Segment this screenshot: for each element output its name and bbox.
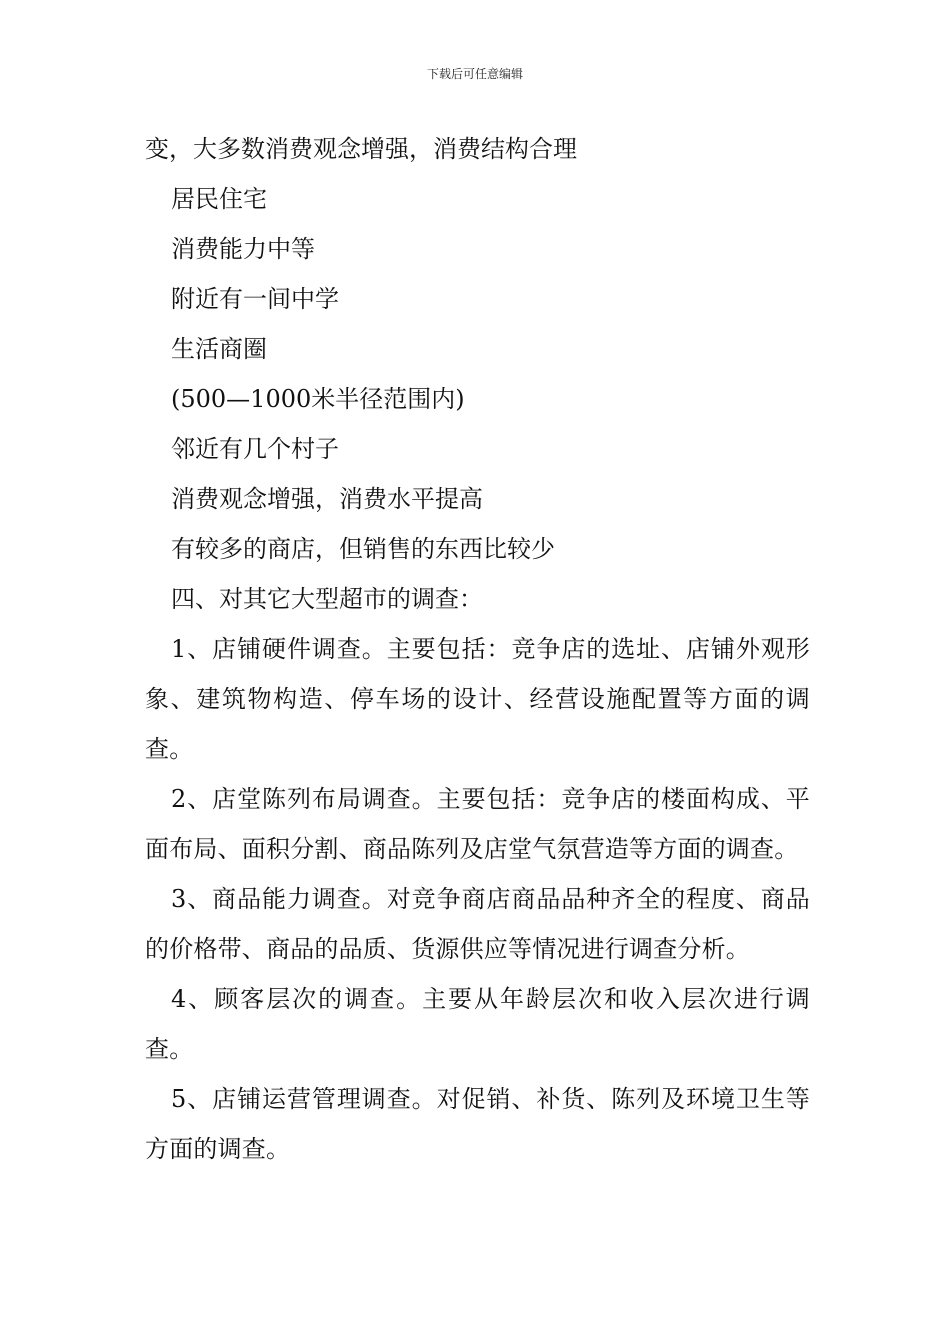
text-line: (500—1000米半径范围内)	[171, 385, 465, 413]
paragraph-customer-level: 4、顾客层次的调查。主要从年龄层次和收入层次进行调查。	[145, 985, 810, 1063]
page-header: 下载后可任意编辑	[426, 67, 523, 81]
text-line: 变，大多数消费观念增强，消费结构合理	[145, 135, 577, 163]
paragraph-store-operations: 5、店铺运营管理调查。对促销、补货、陈列及环境卫生等方面的调查。	[145, 1085, 810, 1163]
section-heading: 四、对其它大型超市的调查：	[171, 585, 483, 613]
document-body	[145, 124, 810, 1174]
paragraph-store-layout: 2、店堂陈列布局调查。主要包括：竞争店的楼面构成、平面布局、面积分割、商品陈列及店堂气氛营造等方面的调查。	[145, 785, 810, 863]
text-line: 邻近有几个村子	[171, 435, 339, 463]
text-line: 有较多的商店，但销售的东西比较少	[171, 535, 555, 563]
text-line: 消费能力中等	[171, 235, 315, 263]
text-line: 生活商圈	[171, 335, 267, 363]
paragraph-store-hardware: 1、店铺硬件调查。主要包括：竞争店的选址、店铺外观形象、建筑物构造、停车场的设计、经营设施配置等方面的调查。	[145, 635, 810, 763]
text-line: 消费观念增强，消费水平提高	[171, 485, 483, 513]
text-line: 附近有一间中学	[171, 285, 339, 313]
text-line: 居民住宅	[171, 185, 267, 213]
paragraph-product-capability: 3、商品能力调查。对竞争商店商品品种齐全的程度、商品的价格带、商品的品质、货源供应等情况进行调查分析。	[145, 885, 810, 963]
